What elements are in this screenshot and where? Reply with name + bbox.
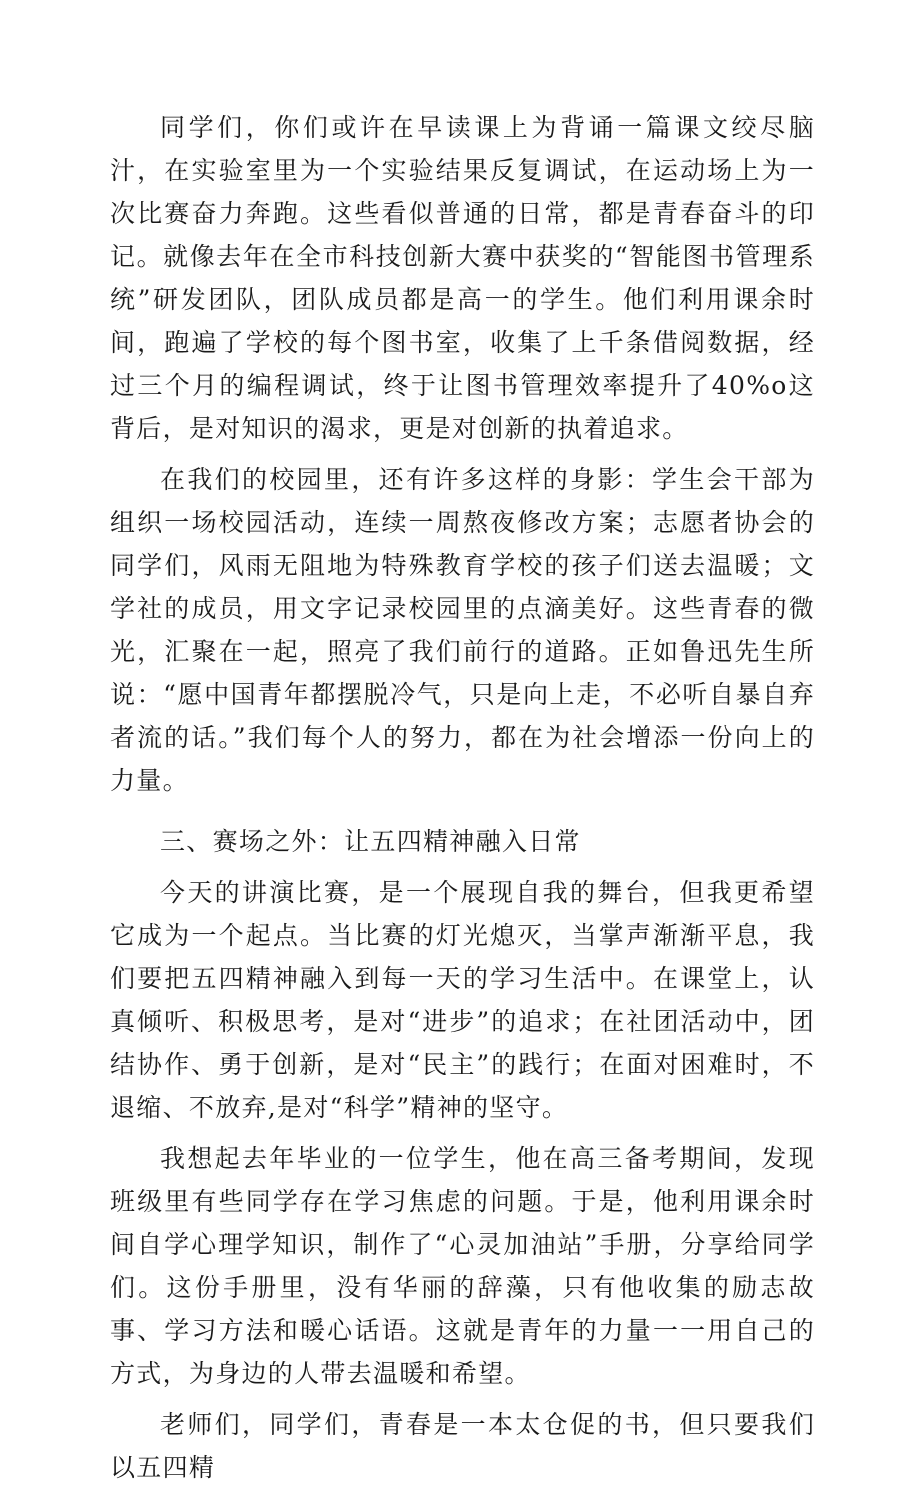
paragraph-campus-figures: 在我们的校园里，还有许多这样的身影：学生会干部为组织一场校园活动，连续一周熬夜修改方案；志愿者协会的同学们，风雨无阻地为特殊教育学校的孩子们送去温暖；文学社的成员，用文字记录校园里的点滴美好。这些青春的微光，汇聚在一起，照亮了我们前行的道路。正如鲁迅先生所说：“愿中国青年都摆脱冷气，只是向上走，不必听自暴自弃者流的话。”我们每个人的努力，都在为社会增添一份向上的力量。 [110, 465, 815, 795]
paragraph-closing: 老师们，同学们，青春是一本太仓促的书，但只要我们以五四精 [110, 1410, 815, 1482]
paragraph-graduate-story: 我想起去年毕业的一位学生，他在高三备考期间，发现班级里有些同学存在学习焦虑的问题。于是，他利用课余时间自学心理学知识，制作了“心灵加油站”手册，分享给同学们。这份手册里，没有华丽的辞藻，只有他收集的励志故事、学习方法和暖心话语。这就是青年的力量一一用自己的方式，为身边的人带去温暖和希望。 [110, 1144, 815, 1388]
paragraph-speech-contest: 今天的讲演比赛，是一个展现自我的舞台，但我更希望它成为一个起点。当比赛的灯光熄灭，当掌声渐渐平息，我们要把五四精神融入到每一天的学习生活中。在课堂上，认真倾听、积极思考，是对“进步”的追求；在社团活动中，团结协作、勇于创新，是对“民主”的践行；在面对困难时，不退缩、不放弃,是对“科学”精神的坚守。 [110, 878, 815, 1122]
paragraph-student-efforts: 同学们，你们或许在早读课上为背诵一篇课文绞尽脑汁，在实验室里为一个实验结果反复调试，在运动场上为一次比赛奋力奔跑。这些看似普通的日常，都是青春奋斗的印记。就像去年在全市科技创新大赛中获奖的“智能图书管理系统”研发团队，团队成员都是高一的学生。他们利用课余时间，跑遍了学校的每个图书室，收集了上千条借阅数据，经过三个月的编程调试，终于让图书管理效率提升了40%o这背后，是对知识的渴求，更是对创新的执着追求。 [110, 113, 815, 443]
section-heading: 三、赛场之外：让五四精神融入日常 [160, 827, 581, 856]
document-body [110, 106, 815, 1489]
